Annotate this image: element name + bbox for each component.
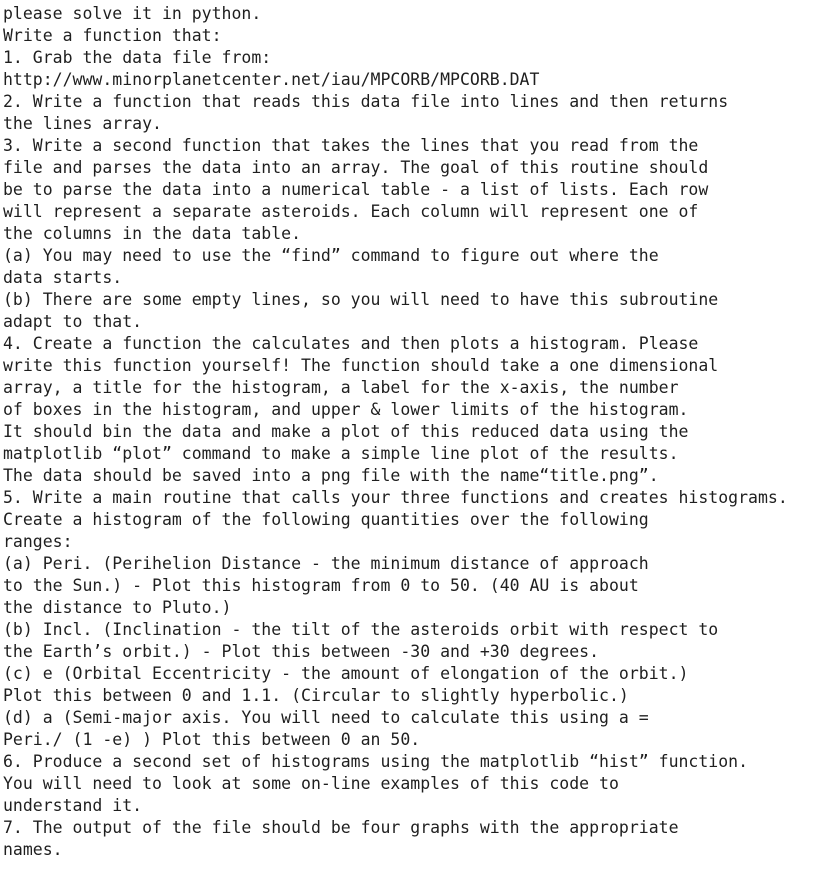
- text-line: understand it.: [3, 796, 143, 815]
- text-line: 5. Write a main routine that calls your three functions and creates histograms.: [3, 488, 788, 507]
- data-url-line: http://www.minorplanetcenter.net/iau/MPCORB/MPCORB.DAT: [3, 70, 540, 89]
- text-line: ranges:: [3, 532, 73, 551]
- text-line: 6. Produce a second set of histograms using the matplotlib “hist” function.: [3, 752, 749, 771]
- text-line: The data should be saved into a png file with the name“title.png”.: [3, 466, 659, 485]
- text-line: the columns in the data table.: [3, 224, 302, 243]
- assignment-text: [3, 3, 829, 861]
- text-line: (c) e (Orbital Eccentricity - the amount of elongation of the orbit.): [3, 664, 689, 683]
- text-line: adapt to that.: [3, 312, 143, 331]
- text-line: Plot this between 0 and 1.1. (Circular to slightly hyperbolic.): [3, 686, 629, 705]
- text-line: (a) You may need to use the “find” command to figure out where the: [3, 246, 659, 265]
- text-line: the distance to Pluto.): [3, 598, 232, 617]
- text-line: 3. Write a second function that takes the lines that you read from the: [3, 136, 699, 155]
- text-line: It should bin the data and make a plot of this reduced data using the: [3, 422, 689, 441]
- text-line: array, a title for the histogram, a label for the x-axis, the number: [3, 378, 679, 397]
- text-line: to the Sun.) - Plot this histogram from 0 to 50. (40 AU is about: [3, 576, 639, 595]
- text-line: matplotlib “plot” command to make a simple line plot of the results.: [3, 444, 679, 463]
- text-line: 7. The output of the file should be four graphs with the appropriate: [3, 818, 679, 837]
- text-line: Write a function that:: [3, 26, 222, 45]
- text-line: 1. Grab the data file from:: [3, 48, 272, 67]
- text-line: Peri./ (1 -e) ) Plot this between 0 an 50.: [3, 730, 421, 749]
- text-line: please solve it in python.: [3, 4, 262, 23]
- text-line: (d) a (Semi-major axis. You will need to calculate this using a =: [3, 708, 649, 727]
- text-line: the lines array.: [3, 114, 162, 133]
- text-line: data starts.: [3, 268, 123, 287]
- text-line: will represent a separate asteroids. Each column will represent one of: [3, 202, 699, 221]
- text-line: (a) Peri. (Perihelion Distance - the minimum distance of approach: [3, 554, 649, 573]
- text-line: of boxes in the histogram, and upper & lower limits of the histogram.: [3, 400, 689, 419]
- text-line: You will need to look at some on-line examples of this code to: [3, 774, 619, 793]
- text-line: the Earth’s orbit.) - Plot this between -30 and +30 degrees.: [3, 642, 600, 661]
- text-line: Create a histogram of the following quantities over the following: [3, 510, 649, 529]
- text-line: 4. Create a function the calculates and then plots a histogram. Please: [3, 334, 699, 353]
- text-line: file and parses the data into an array. The goal of this routine should: [3, 158, 709, 177]
- text-line: 2. Write a function that reads this data file into lines and then returns: [3, 92, 729, 111]
- text-line: (b) Incl. (Inclination - the tilt of the asteroids orbit with respect to: [3, 620, 719, 639]
- text-line: names.: [3, 840, 63, 859]
- text-line: be to parse the data into a numerical table - a list of lists. Each row: [3, 180, 709, 199]
- text-line: (b) There are some empty lines, so you will need to have this subroutine: [3, 290, 719, 309]
- text-line: write this function yourself! The function should take a one dimensional: [3, 356, 719, 375]
